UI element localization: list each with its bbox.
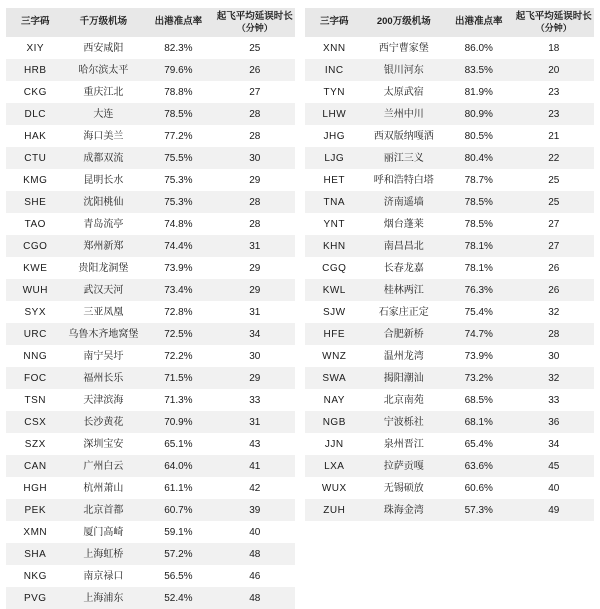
right-ontime-rate-cell: 78.5% xyxy=(444,213,514,235)
left-panel xyxy=(6,8,295,604)
right-code-cell: SJW xyxy=(305,301,364,323)
right-avg-delay-cell: 40 xyxy=(514,477,594,499)
left-code-cell: NKG xyxy=(6,565,65,587)
left-airport-cell: 广州白云 xyxy=(65,455,143,477)
table-row xyxy=(305,257,594,279)
left-airport-cell: 沈阳桃仙 xyxy=(65,191,143,213)
table-row xyxy=(6,191,295,213)
right-code-cell: KHN xyxy=(305,235,364,257)
left-avg-delay-cell: 26 xyxy=(215,59,295,81)
left-airport-cell: 南京禄口 xyxy=(65,565,143,587)
left-avg-delay-cell: 39 xyxy=(215,499,295,521)
table-row xyxy=(6,345,295,367)
table-row xyxy=(6,257,295,279)
left-code-cell: PEK xyxy=(6,499,65,521)
right-code-cell: ZUH xyxy=(305,499,364,521)
left-ontime-rate-cell: 77.2% xyxy=(142,125,214,147)
left-code-cell: KWE xyxy=(6,257,65,279)
right-airport-cell: 温州龙湾 xyxy=(364,345,444,367)
ten-million-airport-table xyxy=(6,8,295,609)
right-header-row xyxy=(305,8,594,37)
left-ontime-rate-cell: 72.5% xyxy=(142,323,214,345)
left-avg-delay-cell: 28 xyxy=(215,213,295,235)
right-airport-cell: 珠海金湾 xyxy=(364,499,444,521)
left-code-cell: FOC xyxy=(6,367,65,389)
left-ontime-rate-cell: 71.3% xyxy=(142,389,214,411)
right-ontime-rate-cell: 73.9% xyxy=(444,345,514,367)
table-row xyxy=(6,521,295,543)
left-avg-delay-cell: 31 xyxy=(215,235,295,257)
right-code-cell: NGB xyxy=(305,411,364,433)
left-ontime-rate-cell: 52.4% xyxy=(142,587,214,609)
table-row xyxy=(6,213,295,235)
left-avg-delay-cell: 31 xyxy=(215,301,295,323)
left-airport-cell: 天津滨海 xyxy=(65,389,143,411)
right-ontime-rate-cell: 74.7% xyxy=(444,323,514,345)
left-avg-delay-cell: 41 xyxy=(215,455,295,477)
right-avg-delay-cell: 36 xyxy=(514,411,594,433)
right-avg-delay-cell: 30 xyxy=(514,345,594,367)
right-avg-delay-cell: 23 xyxy=(514,103,594,125)
right-airport-cell: 西宁曹家堡 xyxy=(364,37,444,59)
left-airport-cell: 成都双流 xyxy=(65,147,143,169)
left-airport-cell: 乌鲁木齐地窝堡 xyxy=(65,323,143,345)
left-code-cell: CSX xyxy=(6,411,65,433)
right-code-cell: JHG xyxy=(305,125,364,147)
left-header-ontime-rate: 出港准点率 xyxy=(142,8,214,37)
right-code-cell: WUX xyxy=(305,477,364,499)
left-header-airport: 千万级机场 xyxy=(65,8,143,37)
left-ontime-rate-cell: 73.4% xyxy=(142,279,214,301)
table-row xyxy=(305,499,594,521)
right-avg-delay-cell: 45 xyxy=(514,455,594,477)
left-code-cell: URC xyxy=(6,323,65,345)
right-code-cell: TYN xyxy=(305,81,364,103)
right-ontime-rate-cell: 76.3% xyxy=(444,279,514,301)
left-ontime-rate-cell: 65.1% xyxy=(142,433,214,455)
table-row xyxy=(305,191,594,213)
table-row xyxy=(305,367,594,389)
table-row xyxy=(6,279,295,301)
left-avg-delay-cell: 29 xyxy=(215,169,295,191)
right-code-cell: XNN xyxy=(305,37,364,59)
left-code-cell: SHA xyxy=(6,543,65,565)
left-avg-delay-cell: 25 xyxy=(215,37,295,59)
left-code-cell: DLC xyxy=(6,103,65,125)
right-airport-cell: 烟台蓬莱 xyxy=(364,213,444,235)
left-ontime-rate-cell: 61.1% xyxy=(142,477,214,499)
left-airport-cell: 海口美兰 xyxy=(65,125,143,147)
left-ontime-rate-cell: 72.2% xyxy=(142,345,214,367)
table-row xyxy=(305,103,594,125)
left-header-avg-delay xyxy=(215,8,295,37)
right-avg-delay-cell: 22 xyxy=(514,147,594,169)
right-code-cell: HET xyxy=(305,169,364,191)
right-ontime-rate-cell: 73.2% xyxy=(444,367,514,389)
table-row xyxy=(6,169,295,191)
left-airport-cell: 福州长乐 xyxy=(65,367,143,389)
table-row xyxy=(305,477,594,499)
left-ontime-rate-cell: 75.3% xyxy=(142,191,214,213)
left-airport-cell: 大连 xyxy=(65,103,143,125)
left-airport-cell: 上海虹桥 xyxy=(65,543,143,565)
left-avg-delay-cell: 43 xyxy=(215,433,295,455)
right-code-cell: TNA xyxy=(305,191,364,213)
left-airport-cell: 北京首都 xyxy=(65,499,143,521)
right-airport-cell: 合肥新桥 xyxy=(364,323,444,345)
table-row xyxy=(305,169,594,191)
table-row xyxy=(305,81,594,103)
left-header-avg-delay-unit: （分钟） xyxy=(236,22,273,33)
right-avg-delay-cell: 49 xyxy=(514,499,594,521)
left-avg-delay-cell: 28 xyxy=(215,103,295,125)
right-code-cell: SWA xyxy=(305,367,364,389)
table-row xyxy=(6,587,295,609)
left-code-cell: NNG xyxy=(6,345,65,367)
left-avg-delay-cell: 30 xyxy=(215,345,295,367)
table-row xyxy=(6,367,295,389)
left-code-cell: SYX xyxy=(6,301,65,323)
right-airport-cell: 兰州中川 xyxy=(364,103,444,125)
table-row xyxy=(305,213,594,235)
right-table-body xyxy=(305,37,594,521)
left-code-cell: SZX xyxy=(6,433,65,455)
left-avg-delay-cell: 48 xyxy=(215,587,295,609)
right-ontime-rate-cell: 86.0% xyxy=(444,37,514,59)
right-code-cell: CGQ xyxy=(305,257,364,279)
table-row xyxy=(6,125,295,147)
left-airport-cell: 武汉天河 xyxy=(65,279,143,301)
right-airport-cell: 长春龙嘉 xyxy=(364,257,444,279)
left-ontime-rate-cell: 71.5% xyxy=(142,367,214,389)
table-row xyxy=(6,499,295,521)
right-airport-cell: 呼和浩特白塔 xyxy=(364,169,444,191)
right-avg-delay-cell: 33 xyxy=(514,389,594,411)
left-ontime-rate-cell: 78.8% xyxy=(142,81,214,103)
left-avg-delay-cell: 48 xyxy=(215,543,295,565)
left-airport-cell: 杭州萧山 xyxy=(65,477,143,499)
left-airport-cell: 哈尔滨太平 xyxy=(65,59,143,81)
left-header-avg-delay-main: 起飞平均延误时长 xyxy=(216,11,293,22)
right-ontime-rate-cell: 57.3% xyxy=(444,499,514,521)
table-row xyxy=(6,59,295,81)
right-airport-cell: 拉萨贡嘎 xyxy=(364,455,444,477)
table-row xyxy=(6,433,295,455)
left-code-cell: XIY xyxy=(6,37,65,59)
left-code-cell: TSN xyxy=(6,389,65,411)
right-ontime-rate-cell: 63.6% xyxy=(444,455,514,477)
left-airport-cell: 三亚凤凰 xyxy=(65,301,143,323)
table-row xyxy=(6,81,295,103)
right-header-avg-delay-main: 起飞平均延误时长 xyxy=(515,11,592,22)
left-avg-delay-cell: 27 xyxy=(215,81,295,103)
left-code-cell: SHE xyxy=(6,191,65,213)
table-row xyxy=(305,433,594,455)
right-code-cell: KWL xyxy=(305,279,364,301)
left-airport-cell: 厦门高崎 xyxy=(65,521,143,543)
right-ontime-rate-cell: 78.1% xyxy=(444,257,514,279)
right-header-code: 三字码 xyxy=(305,8,364,37)
left-avg-delay-cell: 28 xyxy=(215,191,295,213)
table-row xyxy=(305,323,594,345)
right-code-cell: LHW xyxy=(305,103,364,125)
left-avg-delay-cell: 46 xyxy=(215,565,295,587)
left-code-cell: XMN xyxy=(6,521,65,543)
right-ontime-rate-cell: 75.4% xyxy=(444,301,514,323)
left-avg-delay-cell: 33 xyxy=(215,389,295,411)
table-row xyxy=(6,389,295,411)
right-ontime-rate-cell: 68.1% xyxy=(444,411,514,433)
right-ontime-rate-cell: 65.4% xyxy=(444,433,514,455)
right-code-cell: JJN xyxy=(305,433,364,455)
left-table-head xyxy=(6,8,295,37)
left-code-cell: WUH xyxy=(6,279,65,301)
left-ontime-rate-cell: 75.5% xyxy=(142,147,214,169)
table-row xyxy=(6,455,295,477)
left-avg-delay-cell: 29 xyxy=(215,257,295,279)
right-code-cell: NAY xyxy=(305,389,364,411)
left-avg-delay-cell: 34 xyxy=(215,323,295,345)
left-code-cell: KMG xyxy=(6,169,65,191)
right-code-cell: INC xyxy=(305,59,364,81)
left-ontime-rate-cell: 82.3% xyxy=(142,37,214,59)
right-airport-cell: 西双版纳嘎洒 xyxy=(364,125,444,147)
right-ontime-rate-cell: 80.5% xyxy=(444,125,514,147)
left-ontime-rate-cell: 59.1% xyxy=(142,521,214,543)
left-avg-delay-cell: 30 xyxy=(215,147,295,169)
left-avg-delay-cell: 29 xyxy=(215,279,295,301)
table-row xyxy=(305,147,594,169)
left-code-cell: CTU xyxy=(6,147,65,169)
table-row xyxy=(6,477,295,499)
right-header-avg-delay xyxy=(514,8,594,37)
table-row xyxy=(6,235,295,257)
left-ontime-rate-cell: 73.9% xyxy=(142,257,214,279)
table-row xyxy=(305,301,594,323)
left-ontime-rate-cell: 60.7% xyxy=(142,499,214,521)
right-ontime-rate-cell: 78.1% xyxy=(444,235,514,257)
right-avg-delay-cell: 27 xyxy=(514,235,594,257)
table-row xyxy=(6,37,295,59)
right-airport-cell: 南昌昌北 xyxy=(364,235,444,257)
left-airport-cell: 上海浦东 xyxy=(65,587,143,609)
table-row xyxy=(6,301,295,323)
left-code-cell: PVG xyxy=(6,587,65,609)
table-row xyxy=(305,37,594,59)
left-airport-cell: 青岛流亭 xyxy=(65,213,143,235)
right-airport-cell: 丽江三义 xyxy=(364,147,444,169)
right-avg-delay-cell: 23 xyxy=(514,81,594,103)
table-row xyxy=(305,279,594,301)
right-airport-cell: 宁波栎社 xyxy=(364,411,444,433)
right-ontime-rate-cell: 83.5% xyxy=(444,59,514,81)
left-header-code: 三字码 xyxy=(6,8,65,37)
left-airport-cell: 南宁吴圩 xyxy=(65,345,143,367)
right-airport-cell: 桂林两江 xyxy=(364,279,444,301)
right-avg-delay-cell: 20 xyxy=(514,59,594,81)
right-airport-cell: 泉州晋江 xyxy=(364,433,444,455)
table-row xyxy=(305,411,594,433)
left-ontime-rate-cell: 72.8% xyxy=(142,301,214,323)
right-avg-delay-cell: 21 xyxy=(514,125,594,147)
table-row xyxy=(6,543,295,565)
left-airport-cell: 深圳宝安 xyxy=(65,433,143,455)
left-airport-cell: 重庆江北 xyxy=(65,81,143,103)
right-airport-cell: 银川河东 xyxy=(364,59,444,81)
right-code-cell: YNT xyxy=(305,213,364,235)
left-airport-cell: 郑州新郑 xyxy=(65,235,143,257)
left-avg-delay-cell: 28 xyxy=(215,125,295,147)
left-avg-delay-cell: 31 xyxy=(215,411,295,433)
left-ontime-rate-cell: 64.0% xyxy=(142,455,214,477)
right-code-cell: HFE xyxy=(305,323,364,345)
right-code-cell: LXA xyxy=(305,455,364,477)
table-row xyxy=(6,565,295,587)
table-row xyxy=(305,345,594,367)
right-header-airport: 200万级机场 xyxy=(364,8,444,37)
table-row xyxy=(305,389,594,411)
left-code-cell: CGO xyxy=(6,235,65,257)
table-row xyxy=(6,411,295,433)
left-avg-delay-cell: 42 xyxy=(215,477,295,499)
right-avg-delay-cell: 25 xyxy=(514,169,594,191)
right-airport-cell: 北京南苑 xyxy=(364,389,444,411)
right-avg-delay-cell: 25 xyxy=(514,191,594,213)
right-airport-cell: 石家庄正定 xyxy=(364,301,444,323)
left-code-cell: HAK xyxy=(6,125,65,147)
left-ontime-rate-cell: 74.4% xyxy=(142,235,214,257)
left-ontime-rate-cell: 57.2% xyxy=(142,543,214,565)
left-code-cell: TAO xyxy=(6,213,65,235)
left-avg-delay-cell: 40 xyxy=(215,521,295,543)
left-header-row xyxy=(6,8,295,37)
right-avg-delay-cell: 32 xyxy=(514,367,594,389)
right-header-ontime-rate: 出港准点率 xyxy=(444,8,514,37)
table-row xyxy=(305,125,594,147)
right-ontime-rate-cell: 78.7% xyxy=(444,169,514,191)
left-code-cell: HRB xyxy=(6,59,65,81)
left-code-cell: CKG xyxy=(6,81,65,103)
left-ontime-rate-cell: 74.8% xyxy=(142,213,214,235)
right-airport-cell: 揭阳潮汕 xyxy=(364,367,444,389)
right-avg-delay-cell: 32 xyxy=(514,301,594,323)
left-airport-cell: 长沙黄花 xyxy=(65,411,143,433)
right-code-cell: LJG xyxy=(305,147,364,169)
left-ontime-rate-cell: 75.3% xyxy=(142,169,214,191)
right-avg-delay-cell: 18 xyxy=(514,37,594,59)
table-row xyxy=(6,103,295,125)
right-code-cell: WNZ xyxy=(305,345,364,367)
left-ontime-rate-cell: 56.5% xyxy=(142,565,214,587)
left-code-cell: CAN xyxy=(6,455,65,477)
left-table-body xyxy=(6,37,295,609)
table-row xyxy=(305,235,594,257)
table-row xyxy=(305,59,594,81)
right-avg-delay-cell: 26 xyxy=(514,279,594,301)
left-avg-delay-cell: 29 xyxy=(215,367,295,389)
right-header-avg-delay-unit: （分钟） xyxy=(535,22,572,33)
right-ontime-rate-cell: 78.5% xyxy=(444,191,514,213)
table-row xyxy=(6,323,295,345)
right-ontime-rate-cell: 60.6% xyxy=(444,477,514,499)
table-row xyxy=(6,147,295,169)
right-ontime-rate-cell: 80.9% xyxy=(444,103,514,125)
right-panel xyxy=(305,8,594,516)
left-ontime-rate-cell: 78.5% xyxy=(142,103,214,125)
right-avg-delay-cell: 27 xyxy=(514,213,594,235)
left-airport-cell: 西安咸阳 xyxy=(65,37,143,59)
right-avg-delay-cell: 28 xyxy=(514,323,594,345)
left-airport-cell: 贵阳龙洞堡 xyxy=(65,257,143,279)
right-airport-cell: 济南遥墙 xyxy=(364,191,444,213)
right-avg-delay-cell: 26 xyxy=(514,257,594,279)
right-ontime-rate-cell: 81.9% xyxy=(444,81,514,103)
left-ontime-rate-cell: 79.6% xyxy=(142,59,214,81)
right-ontime-rate-cell: 80.4% xyxy=(444,147,514,169)
right-airport-cell: 无锡硕放 xyxy=(364,477,444,499)
left-airport-cell: 昆明长水 xyxy=(65,169,143,191)
right-avg-delay-cell: 34 xyxy=(514,433,594,455)
two-million-airport-table xyxy=(305,8,594,521)
right-table-head xyxy=(305,8,594,37)
left-code-cell: HGH xyxy=(6,477,65,499)
right-ontime-rate-cell: 68.5% xyxy=(444,389,514,411)
right-airport-cell: 太原武宿 xyxy=(364,81,444,103)
left-ontime-rate-cell: 70.9% xyxy=(142,411,214,433)
table-row xyxy=(305,455,594,477)
